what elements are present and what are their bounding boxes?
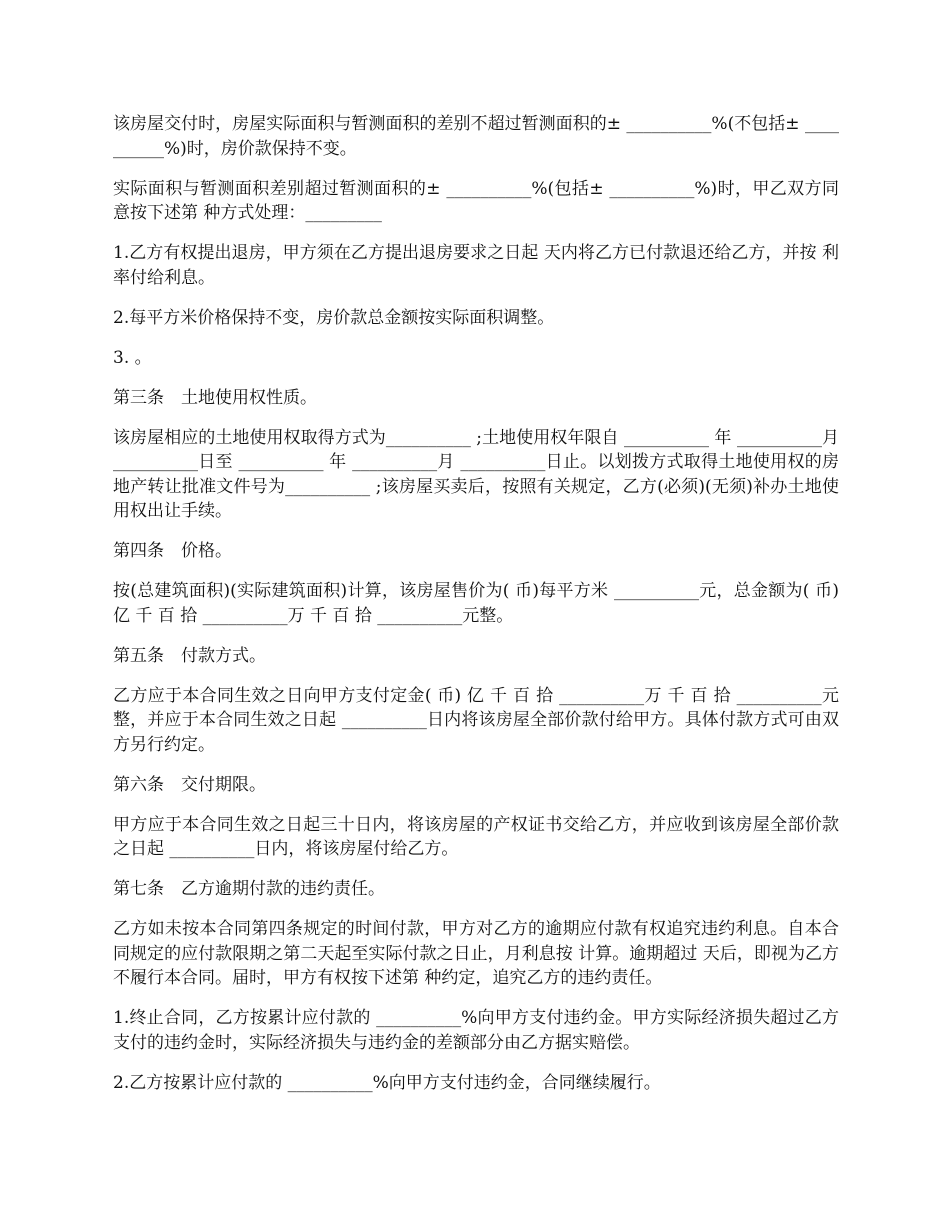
paragraph-late-payment: 乙方如未按本合同第四条规定的时间付款，甲方对乙方的逾期应付款有权追究违约利息。自本合同规定的应付款限期之第二天起至实际付款之日止，月利息按 计算。逾期超过 天后，即视为乙方不履行本合同。届时，甲方有权按下述第 种约定，追究乙方的违约责任。 [113, 919, 839, 988]
paragraph-delivery: 甲方应于本合同生效之日起三十日内，将该房屋的产权证书交给乙方，并应收到该房屋全部价款之日起 __________日内，将该房屋付给乙方。 [113, 814, 839, 859]
article-three-heading: 第三条 土地使用权性质。 [113, 387, 317, 408]
article-five-heading: 第五条 付款方式。 [113, 645, 266, 666]
paragraph-terminate: 1.终止合同，乙方按累计应付款的 __________%向甲方支付违约金。甲方实际经济损失超过乙方支付的违约金时，实际经济损失与违约金的差额部分由乙方据实赔偿。 [113, 1008, 839, 1053]
article-six-heading: 第六条 交付期限。 [113, 774, 266, 795]
paragraph-area-tolerance: 该房屋交付时，房屋实际面积与暂测面积的差别不超过暂测面积的± __________%(不包括± __________%)时，房价款保持不变。 [113, 114, 839, 159]
paragraph-continue: 2.乙方按累计应付款的 __________%向甲方支付违约金，合同继续履行。 [113, 1072, 661, 1093]
paragraph-payment: 乙方应于本合同生效之日向甲方支付定金( 币) 亿 千 百 拾 __________万 千 百 拾 __________元整，并应于本合同生效之日起 __________日内将该房屋全部价款付给甲方。具体付款方式可由双方另行约定。 [113, 685, 839, 755]
article-seven-heading: 第七条 乙方逾期付款的违约责任。 [113, 879, 385, 899]
paragraph-land-use: 该房屋相应的土地使用权取得方式为__________ ;土地使用权年限自 __________ 年 __________月 __________日至 __________ 年 __________月 __________日止。以划拨方式取得土地使用权的房地产转让批准文件号为__________ ;该房屋买卖后，按照有关规定，乙方(必须)(无须)补办土地使用权出让手续。 [113, 427, 839, 521]
paragraph-option-refund: 1.乙方有权提出退房，甲方须在乙方提出退房要求之日起 天内将乙方已付款退还给乙方，并按 利率付给利息。 [113, 243, 839, 288]
paragraph-price: 按(总建筑面积)(实际建筑面积)计算，该房屋售价为( 币)每平方米 __________元，总金额为( 币) 亿 千 百 拾 __________万 千 百 拾 __________元整。 [113, 581, 839, 626]
paragraph-option-three: 3. 。 [113, 347, 152, 368]
paragraph-area-exceed: 实际面积与暂测面积差别超过暂测面积的± __________%(包括± __________%)时，甲乙双方同意按下述第 种方式处理：_________ [113, 178, 839, 223]
article-four-heading: 第四条 价格。 [113, 541, 232, 561]
paragraph-option-adjust: 2.每平方米价格保持不变，房价款总金额按实际面积调整。 [113, 307, 555, 328]
document-body [113, 112, 839, 1111]
